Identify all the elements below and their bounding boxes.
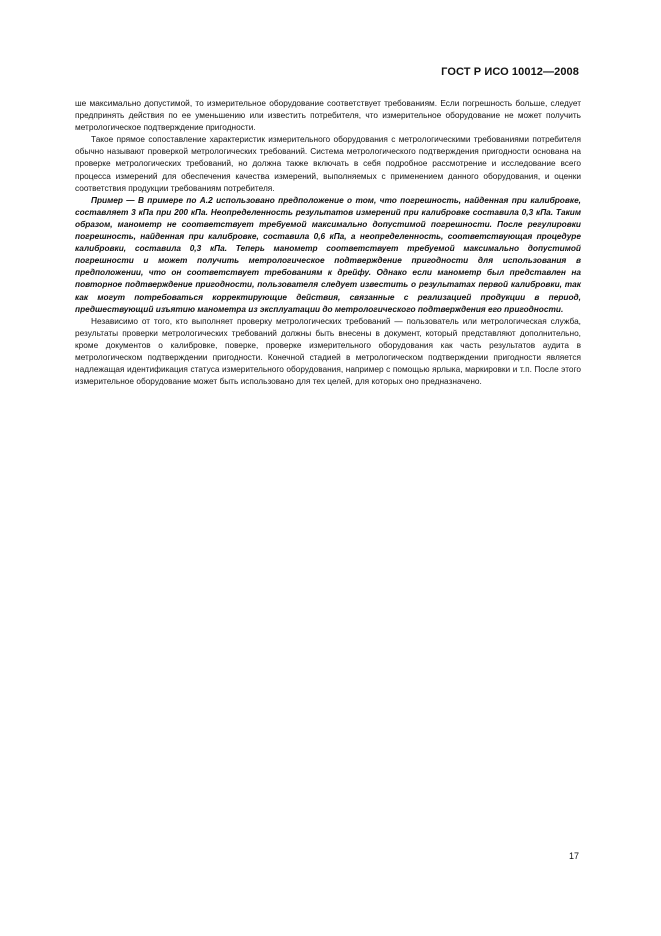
page-number: 17 (568, 851, 579, 861)
paragraph-documentation: Независимо от того, кто выполняет проверку метрологических требований — пользователь или метрологическая служба, результаты проверки метрологических требований должны быть внесены в документ, который представляют дополнительно, кроме документов о калибровке, поверке, проверке измерительного оборудования как часть результатов аудита в метрологическом подтверждении пригодности. Конечной стадией в метрологическом подтверждении пригодности является надлежащая идентификация статуса измерительного оборудования, например с помощью ярлыка, маркировки и т.п. После этого измерительное оборудование может быть использовано для тех целей, для которых оно предназначено. (75, 315, 581, 387)
paragraph-example: Пример — В примере по А.2 использовано предположение о том, что погрешность, найденная при калибровке, составляет 3 кПа при 200 кПа. Неопределенность результатов измерений при калибровке составила 0,3 кПа. Таким образом, манометр не соответствует требуемой максимально допустимой погрешности. После регулировки погрешность, найденная при калибровке, составила 0,6 кПа, а неопределенность, соответствующая процедуре калибровки, составила 0,3 кПа. Теперь манометр соответствует требуемой максимально допустимой погрешности и может получить метрологическое подтверждение пригодности для использования в предположении, что он соответствует требованиям к дрейфу. Однако если манометр был представлен на повторное подтверждение пригодности, пользователя следует известить о результатах первой калибровки, так как могут потребоваться корректирующие действия, связанные с реализацией продукции в период, предшествующий изъятию манометра из эксплуатации до метрологического подтверждения его пригодности. (75, 194, 581, 314)
document-header-standard: ГОСТ Р ИСО 10012—2008 (441, 66, 579, 78)
document-body (75, 97, 581, 387)
paragraph-verification: Такое прямое сопоставление характеристик измерительного оборудования с метрологическими требованиями потребителя обычно называют проверкой метрологических требований. Система метрологического подтверждения пригодности основана на проверке метрологических требований, но должна также включать в себя подробное рассмотрение и исследование всего процесса измерений для обеспечения качества измерений, выполняемых с применением данного оборудования, и оценки соответствия продукции требованиям потребителя. (75, 134, 581, 193)
paragraph-continuation: ше максимально допустимой, то измерительное оборудование соответствует требованиям. Если погрешность больше, следует предпринять действия по ее уменьшению или известить потребителя, что измерительное оборудование не может получить метрологическое подтверждение пригодности. (75, 98, 581, 133)
